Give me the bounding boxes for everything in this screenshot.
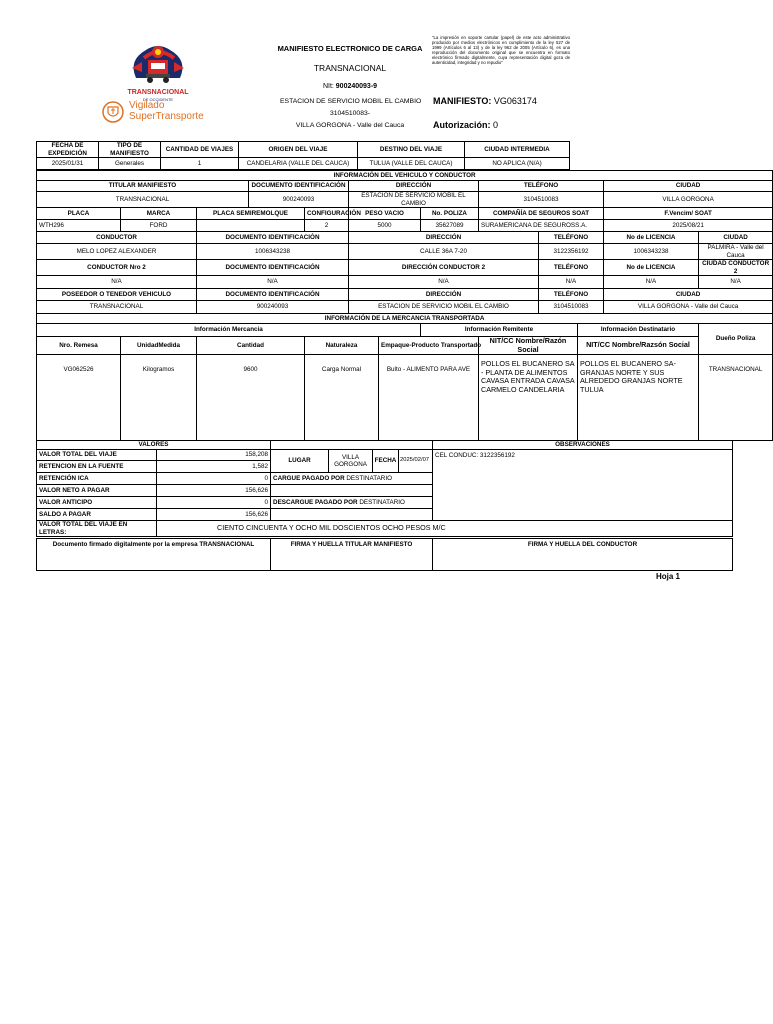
header-config: CONFIGURACIÓN: [305, 208, 349, 220]
vehicle-soat: SURAMERICANA DE SEGUROSS.A.: [479, 220, 604, 232]
cargue-pagado: [271, 473, 433, 485]
conductor-tel: 3122356192: [539, 244, 604, 260]
manifiesto-label: MANIFIESTO:: [433, 96, 492, 106]
cargo-empaque: Bulto - ALIMENTO PARA AVE: [379, 355, 479, 441]
trip-destino: TULUA (VALLE DEL CAUCA): [358, 158, 465, 170]
header-poliza: No. POLIZA: [421, 208, 479, 220]
value-valor-neto: 156,626: [157, 485, 271, 497]
value-retencion: 1,582: [157, 461, 271, 473]
titular-tel: 3104510083: [479, 192, 604, 208]
header-poseedor-doc: DOCUMENTO IDENTIFICACIÓN: [197, 289, 349, 301]
value-letras: CIENTO CINCUENTA Y OCHO MIL DOSCIENTOS OCHO PESOS M/C: [157, 521, 733, 537]
conductor2-dir: N/A: [349, 276, 539, 289]
trip-header-intermedia: CIUDAD INTERMEDIA: [465, 142, 570, 158]
header-titular-doc: DOCUMENTO IDENTIFICACIÓN: [249, 181, 349, 192]
conductor-name: MELO LOPEZ ALEXANDER: [37, 244, 197, 260]
station-name: ESTACION DE SERVICIO MOBIL EL CAMBIO: [280, 98, 422, 105]
truck-logo-icon: [118, 38, 198, 86]
supertransporte-logo: [102, 100, 212, 126]
cargo-section-title: INFORMACIÓN DE LA MERCANCIA TRANSPORTADA: [37, 314, 773, 324]
header-titular: TITULAR MANIFIESTO: [37, 181, 249, 192]
titular-name: TRANSNACIONAL: [37, 192, 249, 208]
header-titular-dir: DIRECCIÓN: [349, 181, 479, 192]
vehicle-poliza: 35627089: [421, 220, 479, 232]
value-fecha: 2025/02/07: [399, 450, 433, 473]
conductor2-ciudad: N/A: [699, 276, 773, 289]
trip-origen: CANDELARIA (VALLE DEL CAUCA): [239, 158, 358, 170]
conductor-dir: CALLE 36A 7-20: [349, 244, 539, 260]
header-info-remitente: Información Remitente: [421, 324, 578, 337]
trip-header-destino: DESTINO DEL VIAJE: [358, 142, 465, 158]
header-conductor-lic: No de LICENCIA: [604, 232, 699, 244]
header-unidad: UnidadMedida: [121, 337, 197, 355]
vehicle-peso: 5000: [349, 220, 421, 232]
firma-empresa: Documento firmado digitalmente por la empresa TRANSNACIONAL: [37, 539, 271, 571]
label-valor-total: VALOR TOTAL DEL VIAJE: [37, 450, 157, 461]
value-retencion-ica: 0: [157, 473, 271, 485]
header-poseedor-ciudad: CIUDAD: [604, 289, 773, 301]
company-logo: [118, 38, 198, 102]
label-valor-neto: VALOR NETO A PAGAR: [37, 485, 157, 497]
conductor-doc: 1006343238: [197, 244, 349, 260]
company-logo-text: TRANSNACIONAL: [127, 89, 189, 96]
titular-doc: 900240093: [249, 192, 349, 208]
header-poseedor: POSEEDOR O TENEDOR VEHICULO: [37, 289, 197, 301]
signatures-table: [36, 538, 733, 571]
header-poseedor-dir: DIRECCIÓN: [349, 289, 539, 301]
header-conductor2-tel: TELÉFONO: [539, 260, 604, 276]
label-retencion: RETENCION EN LA FUENTE: [37, 461, 157, 473]
trip-header-fecha: FECHA DE EXPEDICIÓN: [37, 142, 99, 158]
poseedor-ciudad: VILLA GORGONA - Valle del Cauca: [604, 301, 773, 314]
poseedor-tel: 3104510083: [539, 301, 604, 314]
trip-header-origen: ORIGEN DEL VIAJE: [239, 142, 358, 158]
vehicle-semi: [197, 220, 305, 232]
label-letras: VALOR TOTAL DEL VIAJE EN LETRAS:: [37, 521, 157, 537]
vigilado-text: Vigilado: [129, 100, 165, 111]
header-marca: MARCA: [121, 208, 197, 220]
header-semi: PLACA SEMIREMOLQUE: [197, 208, 305, 220]
nit-line: [290, 82, 410, 91]
label-lugar: LUGAR: [271, 450, 329, 473]
header-conductor2-doc: DOCUMENTO IDENTIFICACIÓN: [197, 260, 349, 276]
header-valores: VALORES: [37, 441, 271, 450]
manifest-table: [36, 170, 773, 441]
label-fecha: FECHA: [373, 450, 399, 473]
titular-dir: ESTACION DE SERVICIO MOBIL EL CAMBIO: [349, 192, 479, 208]
header-info-destinatario: Información Destinatario: [578, 324, 699, 337]
header-nit-destinatario: NIT/CC Nombre/Razsón Social: [578, 337, 699, 355]
legal-note: "La impresión en soporte cartular (papel) de este acto administrativo producido por medios electrónicos en cumplimiento de la ley 527 de 1999 (Artículos 6 al 13) y de la ley 962 de 2005 (Artículo 6), es una reproducción del documento original que se encuentra en formato electrónico firmado digitalmente, cuya representación digital goza de autenticidad, integridad y no repudio": [432, 35, 570, 65]
header-empaque: Empaque-Producto Transportado: [379, 337, 479, 355]
header-info-mercancia: Información Mercancia: [37, 324, 421, 337]
nit-label: NIt:: [322, 83, 334, 90]
header-soat: COMPAÑÍA DE SEGUROS SOAT: [479, 208, 604, 220]
header-cantidad: Cantidad: [197, 337, 305, 355]
header-conductor-dir: DIRECCIÓN: [349, 232, 539, 244]
label-descargue: DESCARGUE PAGADO POR: [273, 498, 358, 506]
header-conductor-ciudad: CIUDAD: [699, 232, 773, 244]
value-saldo: 156,626: [157, 509, 271, 521]
poseedor-doc: 900240093: [197, 301, 349, 314]
header-peso: PESO VACIO: [349, 208, 421, 220]
header-conductor2: CONDUCTOR Nro 2: [37, 260, 197, 276]
cargo-unidad: Kilogramos: [121, 355, 197, 441]
poseedor-name: TRANSNACIONAL: [37, 301, 197, 314]
observaciones-text: CEL CONDUC: 3122356192: [433, 450, 733, 521]
vehicle-venc: 2025/08/21: [604, 220, 773, 232]
titular-ciudad: VILLA GORGONA: [604, 192, 773, 208]
header-dueno-poliza: Dueño Poliza: [699, 324, 773, 355]
company-name: TRANSNACIONAL: [313, 63, 387, 73]
trip-intermedia: NO APLICA (N/A): [465, 158, 570, 170]
company-location: VILLA GORGONA - Valle del Cauca: [295, 122, 405, 129]
header-remesa: Nro. Remesa: [37, 337, 121, 355]
autorizacion: [433, 120, 498, 130]
header-conductor2-dir: DIRECCIÓN CONDUCTOR 2: [349, 260, 539, 276]
trip-header-cantidad: CANTIDAD DE VIAJES: [161, 142, 239, 158]
trip-cantidad: 1: [161, 158, 239, 170]
header-titular-ciudad: CIUDAD: [604, 181, 773, 192]
value-lugar: VILLA GORGONA: [329, 450, 373, 473]
supertransporte-text: SuperTransporte: [129, 111, 204, 122]
company-logo-subtext: DE OCCIDENTE: [142, 97, 174, 102]
cargo-destinatario: POLLOS EL BUCANERO SA-GRANJAS NORTE Y SUS ALREDEDO GRANJAS NORTE TULUA: [578, 355, 699, 441]
header-placa: PLACA: [37, 208, 121, 220]
label-anticipo: VALOR ANTICIPO: [37, 497, 157, 509]
vehicle-config: 2: [305, 220, 349, 232]
vehicle-placa: WTH296: [37, 220, 121, 232]
trip-tipo: Generales: [99, 158, 161, 170]
header-naturaleza: Naturaleza: [305, 337, 379, 355]
value-descargue: DESTINATARIO: [359, 498, 405, 506]
autorizacion-label: Autorización:: [433, 120, 491, 130]
header-conductor-tel: TELÉFONO: [539, 232, 604, 244]
values-spacer: [271, 441, 433, 450]
values-blank-b: [271, 509, 433, 521]
label-retencion-ica: RETENCIÓN ICA: [37, 473, 157, 485]
values-table: [36, 440, 733, 537]
header-poseedor-tel: TELÉFONO: [539, 289, 604, 301]
manifiesto-number: [433, 96, 537, 106]
nit-value: 900240093-9: [335, 83, 378, 90]
autorizacion-value: 0: [493, 120, 499, 130]
value-cargue: DESTINATARIO: [346, 474, 392, 482]
header-venc: F.Vencim/ SOAT: [604, 208, 773, 220]
conductor-lic: 1006343238: [604, 244, 699, 260]
conductor2-name: N/A: [37, 276, 197, 289]
header-observaciones: OBSERVACIONES: [433, 441, 733, 450]
conductor2-lic: N/A: [604, 276, 699, 289]
trip-table: [36, 141, 570, 170]
header-conductor-doc: DOCUMENTO IDENTIFICACIÓN: [197, 232, 349, 244]
trip-fecha: 2025/01/31: [37, 158, 99, 170]
descargue-pagado: [271, 497, 433, 509]
cargo-remitente: POLLOS EL BUCANERO SA - PLANTA DE ALIMENTOS CAVASA ENTRADA CAVASA CARMELO CANDELARIA: [479, 355, 578, 441]
value-anticipo: 0: [157, 497, 271, 509]
vehicle-marca: FORD: [121, 220, 197, 232]
document-title: MANIFIESTO ELECTRONICO DE CARGA: [277, 44, 423, 53]
page-number: Hoja 1: [656, 572, 681, 581]
trip-header-tipo: TIPO DE MANIFIESTO: [99, 142, 161, 158]
header-conductor: CONDUCTOR: [37, 232, 197, 244]
conductor2-doc: N/A: [197, 276, 349, 289]
shield-emblem-icon: [102, 101, 124, 123]
values-blank-a: [271, 485, 433, 497]
firma-conductor: FIRMA Y HUELLA DEL CONDUCTOR: [433, 539, 733, 571]
vehicle-section-title: INFORMACIÓN DEL VEHICULO Y CONDUCTOR: [37, 171, 773, 181]
cargo-naturaleza: Carga Normal: [305, 355, 379, 441]
header-conductor2-ciudad: CIUDAD CONDUCTOR 2: [699, 260, 773, 276]
value-valor-total: 158,208: [157, 450, 271, 461]
company-phone: 3104510083-: [329, 110, 371, 117]
conductor-ciudad: PALMIRA - Valle del Cauca: [699, 244, 773, 260]
header-titular-tel: TELÉFONO: [479, 181, 604, 192]
firma-titular: FIRMA Y HUELLA TITULAR MANIFIESTO: [271, 539, 433, 571]
cargo-remesa: VG062526: [37, 355, 121, 441]
header-conductor2-lic: No de LICENCIA: [604, 260, 699, 276]
cargo-cantidad: 9600: [197, 355, 305, 441]
cargo-dueno: TRANSNACIONAL: [699, 355, 773, 441]
header-nit-remitente: NIT/CC Nombre/Razón Social: [479, 337, 578, 355]
label-cargue: CARGUE PAGADO POR: [273, 474, 345, 482]
poseedor-dir: ESTACION DE SERVICIO MOBIL EL CAMBIO: [349, 301, 539, 314]
label-saldo: SALDO A PAGAR: [37, 509, 157, 521]
conductor2-tel: N/A: [539, 276, 604, 289]
manifiesto-value: VG063174: [493, 96, 537, 106]
